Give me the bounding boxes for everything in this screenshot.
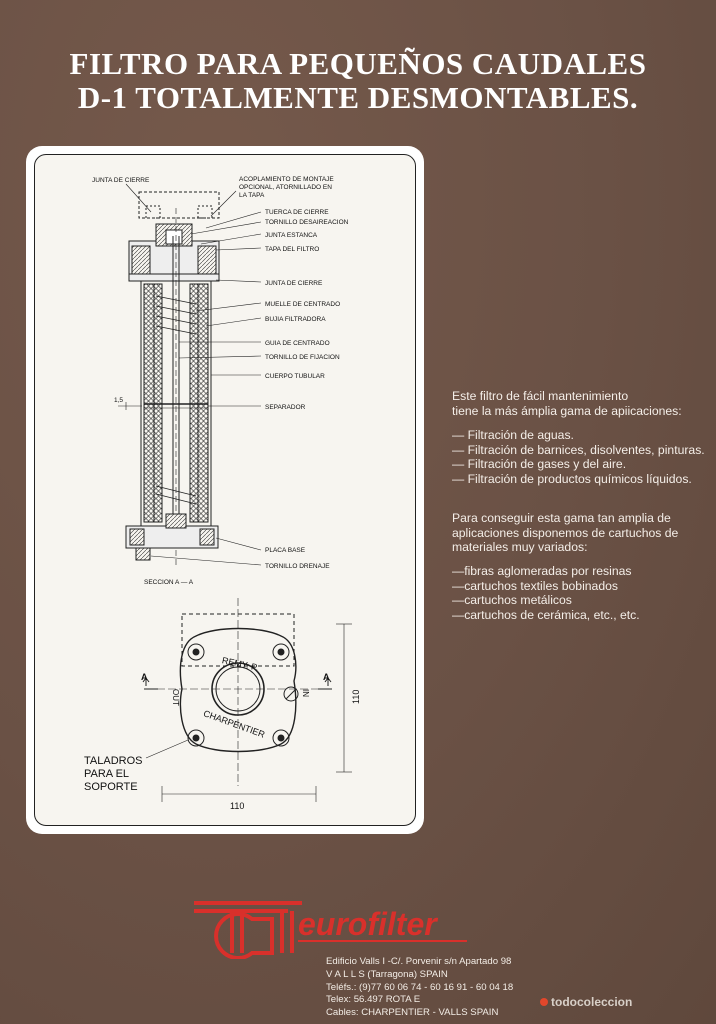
label-tapa: TAPA DEL FILTRO [265, 246, 320, 253]
watermark [540, 995, 632, 1009]
address-line: Teléfs.: (9)77 60 06 74 - 60 16 91 - 60 04 18 [326, 981, 514, 993]
cartridges-paragraph [452, 511, 678, 555]
label-taladros-1: TALADROS [84, 755, 143, 767]
label-dim-110-vertical: 110 [351, 689, 361, 704]
label-taladros-2: PARA EL [84, 768, 130, 780]
application-item: — Filtración de productos químicos líquidos. [452, 471, 692, 486]
brand-name: eurofilter [298, 906, 437, 942]
watermark-text: todocoleccion [551, 995, 633, 1009]
intro-paragraph [452, 389, 682, 418]
applications-list [452, 428, 705, 486]
label-section-a-right: A [323, 672, 330, 682]
label-taladros-3: SOPORTE [84, 781, 138, 793]
material-item: —cartuchos textiles bobinados [452, 578, 618, 593]
label-section-a-left: A [141, 672, 148, 682]
intro-line: Este filtro de fácil mantenimiento [452, 389, 629, 403]
label-acoplamiento-3: LA TAPA [239, 192, 265, 199]
label-seccion: SECCION A — A [144, 579, 194, 586]
para-line: aplicaciones disponemos de cartuchos de [452, 525, 679, 540]
address-line: Edificio Valls I -C/. Porvenir s/n Apartado 98 [326, 956, 512, 967]
address-line: Cables: CHARPENTIER - VALLS SPAIN [326, 1007, 499, 1019]
material-item: —cartuchos metálicos [452, 593, 572, 608]
address-line: Telex: 56.497 ROTA E [326, 994, 421, 1006]
label-remy: REMY. P. [221, 655, 260, 673]
label-bujia: BUJIA FILTRADORA [265, 316, 326, 323]
title-line-1: FILTRO PARA PEQUEÑOS CAUDALES [69, 46, 647, 81]
material-item: —cartuchos de cerámica, etc., etc. [452, 607, 640, 622]
label-muelle: MUELLE DE CENTRADO [265, 301, 341, 308]
label-acoplamiento-2: OPCIONAL, ATORNILLADO EN [239, 184, 332, 191]
application-item: — Filtración de aguas. [452, 428, 574, 442]
label-tuerca: TUERCA DE CIERRE [265, 209, 329, 216]
title-line-2: D-1 TOTALMENTE DESMONTABLES. [77, 80, 639, 115]
label-guia: GUIA DE CENTRADO [265, 340, 330, 347]
plan-labels [84, 655, 361, 811]
label-cuerpo: CUERPO TUBULAR [265, 373, 325, 380]
section-drawing [118, 192, 219, 566]
label-charpentier: CHARPENTIER [202, 708, 267, 740]
diagram-panel [26, 146, 424, 834]
material-item: —fibras aglomeradas por resinas [452, 564, 632, 578]
address-line: V A L L S (Tarragona) SPAIN [326, 968, 448, 980]
label-separador: SEPARADOR [265, 404, 306, 411]
section-labels [92, 176, 349, 586]
label-acoplamiento-1: ACOPLAMIENTO DE MONTAJE [239, 176, 334, 183]
para-line: Para conseguir esta gama tan amplia de [452, 511, 671, 525]
filter-technical-drawing [26, 146, 424, 834]
label-junta-estanca: JUNTA ESTANCA [265, 232, 318, 239]
label-in: IN [301, 689, 310, 697]
materials-list [452, 564, 640, 622]
label-tornillo-fijacion: TORNILLO DE FIJACION [265, 354, 340, 361]
watermark-dot-icon [540, 998, 548, 1006]
application-item: — Filtración de gases y del aire. [452, 457, 627, 472]
intro-line: tiene la más ámplia gama de apiicaciones: [452, 403, 682, 418]
label-junta-cierre: JUNTA DE CIERRE [265, 280, 323, 287]
label-tornillo-desaireacion: TORNILLO DESAIREACION [265, 219, 349, 226]
label-out: OUT [171, 689, 180, 706]
eurofilter-logo [192, 893, 482, 959]
label-placa: PLACA BASE [265, 547, 306, 554]
label-drenaje: TORNILLO DRENAJE [265, 563, 330, 570]
para-line: materiales muy variados: [452, 540, 588, 555]
label-junta-cierre-top: JUNTA DE CIERRE [92, 177, 150, 184]
label-dim-110-horizontal: 110 [230, 801, 245, 811]
application-item: — Filtración de barnices, disolventes, pinturas. [452, 442, 705, 457]
label-dim-1-5: 1,5 [114, 397, 124, 404]
company-address [326, 956, 513, 1020]
